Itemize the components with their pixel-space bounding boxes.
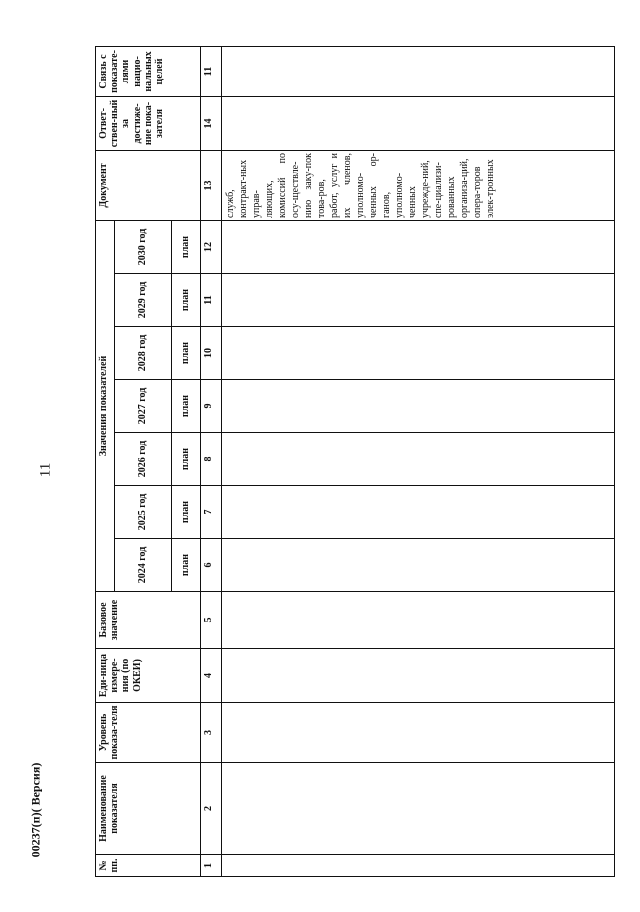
column-number: 6 [201, 539, 222, 592]
column-number: 4 [201, 649, 222, 703]
header-plan-2025: план [172, 486, 201, 539]
header-row-1 [96, 46, 115, 876]
header-year-2030: 2030 год [115, 220, 172, 273]
header-plan-2029: план [172, 274, 201, 327]
cell-name [222, 763, 615, 855]
header-num: № пп. [96, 855, 201, 877]
column-number: 1 [201, 855, 222, 877]
header-name: Наименование показателя [96, 763, 201, 855]
column-number: 14 [201, 96, 222, 150]
cell-value-2029 [222, 274, 615, 327]
column-number: 10 [201, 327, 222, 380]
column-number: 11 [201, 46, 222, 96]
header-values-group: Значения показателей [96, 220, 115, 591]
header-year-2027: 2027 год [115, 380, 172, 433]
cell-level [222, 703, 615, 763]
header-year-2029: 2029 год [115, 274, 172, 327]
cell-value-2026 [222, 433, 615, 486]
column-number-row [201, 46, 222, 876]
header-base: Базовое значение [96, 592, 201, 649]
column-number: 12 [201, 220, 222, 273]
cell-value-2025 [222, 486, 615, 539]
header-year-2024: 2024 год [115, 539, 172, 592]
header-year-2025: 2025 год [115, 486, 172, 539]
cell-value-2027 [222, 380, 615, 433]
header-plan-2024: план [172, 539, 201, 592]
header-plan-2028: план [172, 327, 201, 380]
column-number: 3 [201, 703, 222, 763]
header-plan-2030: план [172, 220, 201, 273]
column-number: 13 [201, 150, 222, 220]
cell-value-2024 [222, 539, 615, 592]
header-plan-2026: план [172, 433, 201, 486]
column-number: 9 [201, 380, 222, 433]
header-plan-2027: план [172, 380, 201, 433]
cell-num [222, 855, 615, 877]
cell-responsible [222, 96, 615, 150]
indicators-table [95, 46, 615, 877]
column-number: 2 [201, 763, 222, 855]
cell-base [222, 592, 615, 649]
cell-value-2028 [222, 327, 615, 380]
header-year-2028: 2028 год [115, 327, 172, 380]
column-number: 7 [201, 486, 222, 539]
cell-document: служб, контракт-ных управ-ляющих, комиссий по осу-ществле-нию заку-пок това-ров, работ, услуг и их членов, уполномо-ченных ор-ганов, уполномо-ченных учрежде-ний, спе-циализи-рованных организа-ций, опера-торов элек-тронных [222, 150, 615, 220]
cell-unit [222, 649, 615, 703]
column-number: 11 [201, 274, 222, 327]
cell-link [222, 46, 615, 96]
page-number: 11 [37, 462, 54, 478]
header-document: Документ [96, 150, 201, 220]
table-row [222, 46, 615, 876]
rotated-sheet [95, 47, 615, 877]
column-number: 5 [201, 592, 222, 649]
column-number: 8 [201, 433, 222, 486]
header-level: Уровень показа-теля [96, 703, 201, 763]
cell-value-2030 [222, 220, 615, 273]
header-year-2026: 2026 год [115, 433, 172, 486]
header-link: Связь с показате-лями нацио-нальных целей [96, 46, 201, 96]
document-code: 00237(п)( Версия) [28, 762, 43, 858]
header-unit: Еди-ница измере-ния (по ОКЕИ) [96, 649, 201, 703]
header-responsible: Ответ-ствен-ный за достиже-ние пока-зателя [96, 96, 201, 150]
